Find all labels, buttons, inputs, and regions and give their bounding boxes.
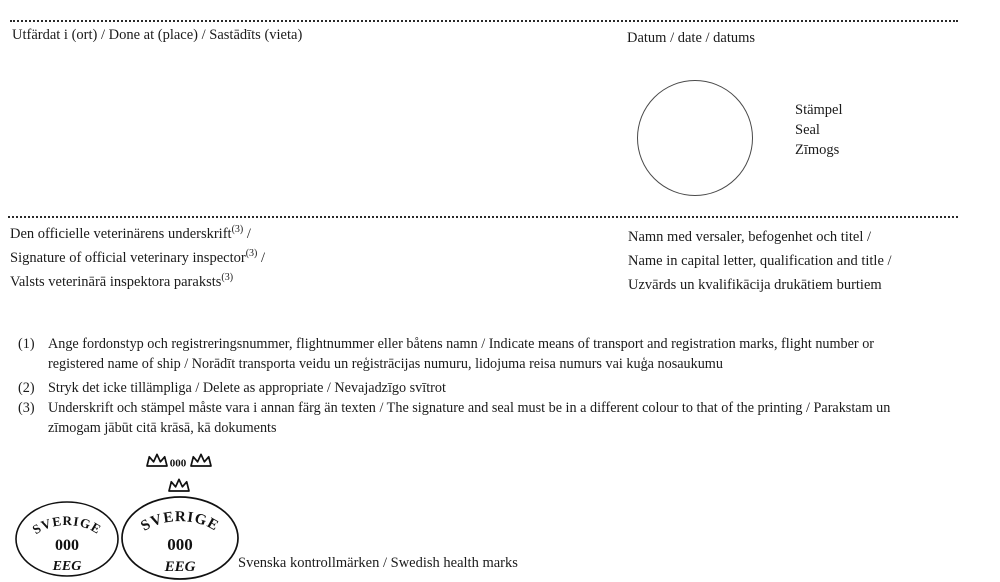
signature-line-en-tail: /	[257, 250, 266, 266]
signature-label-block	[10, 222, 265, 294]
footnote-2	[18, 378, 446, 398]
seal-label-sv: Stämpel	[795, 102, 843, 118]
name-label-block	[628, 225, 892, 297]
footnote-1-number: (1)	[18, 336, 35, 352]
signature-line-lv-text: Valsts veterinārā inspektora paraksts	[10, 274, 222, 290]
three-crowns-mark	[145, 452, 213, 497]
footnote-1-line-1: Ange fordonstyp och registreringsnummer, flightnummer eller båtens namn / Indicate means of transport and registration marks, flight number or	[48, 336, 875, 352]
health-marks-caption: Svenska kontrollmärken / Swedish health marks	[238, 555, 518, 571]
footnote-1	[18, 334, 874, 374]
signature-line-en-text: Signature of official veterinary inspector	[10, 250, 246, 266]
crown-icon	[147, 454, 167, 466]
footnote-3-line-1: Underskrift och stämpel måste vara i annan färg än texten / The signature and seal must be in a different colour to that of the printing / Parakstam un	[48, 400, 891, 416]
health-mark-large-oval	[119, 495, 241, 581]
footnote-1-text	[48, 334, 874, 374]
name-line-en: Name in capital letter, qualification and title /	[628, 253, 892, 269]
name-line-sv: Namn med versaler, befogenhet och titel /	[628, 229, 872, 245]
svg-text:SVERIGE	[30, 513, 105, 537]
signature-line-en	[10, 246, 265, 270]
date-label: Datum / date / datums	[627, 30, 756, 46]
signature-line-sv-text: Den officielle veterinärens underskrift	[10, 226, 232, 242]
signature-line-sv-tail: /	[243, 226, 251, 242]
done-at-label: Utfärdat i (ort) / Done at (place) / Sastādīts (vieta)	[12, 27, 303, 43]
large-oval-eeg-text: EEG	[164, 559, 196, 575]
small-oval-number-text: 000	[55, 537, 79, 554]
crown-icon	[169, 479, 189, 491]
footnote-ref: (3)	[245, 248, 258, 260]
small-oval-country-text: SVERIGE	[29, 513, 105, 538]
small-oval-eeg-text: EEG	[52, 559, 82, 574]
footnote-2-line-1: Stryk det icke tillämpliga / Delete as appropriate / Nevajadzīgo svītrot	[48, 380, 446, 396]
signature-line-sv	[10, 222, 265, 246]
seal-circle	[637, 80, 753, 196]
large-oval-country-text: SVERIGE	[138, 509, 222, 535]
name-line-lv: Uzvārds un kvalifikācija drukātiem burtiem	[628, 277, 882, 293]
health-mark-small-oval	[14, 500, 120, 578]
svg-text:SVERIGE	[138, 509, 221, 535]
footnote-ref: (3)	[231, 224, 244, 236]
footnote-1-line-2: registered name of ship / Norādīt transporta veidu un reģistrācijas numuru, lidojuma reisa numurs vai kuģa nosaukumu	[48, 356, 723, 372]
footnote-2-number: (2)	[18, 380, 35, 396]
seal-label-lv: Zīmogs	[795, 142, 840, 158]
footnote-3-line-2: zīmogam jābūt citā krāsā, kā dokuments	[48, 420, 277, 436]
seal-labels	[795, 100, 843, 160]
large-oval-number-text: 000	[167, 535, 193, 554]
footnote-3-text	[48, 398, 890, 438]
dotted-line-place-date	[10, 20, 958, 22]
seal-label-en: Seal	[795, 122, 820, 138]
footnote-3	[18, 398, 890, 438]
dotted-line-signature	[8, 216, 958, 218]
crowns-number: 000	[169, 457, 187, 470]
footnote-3-number: (3)	[18, 400, 35, 416]
signature-line-lv	[10, 270, 265, 294]
crown-icon	[191, 454, 211, 466]
footnote-ref: (3)	[221, 272, 234, 284]
footnote-2-text	[48, 378, 446, 398]
